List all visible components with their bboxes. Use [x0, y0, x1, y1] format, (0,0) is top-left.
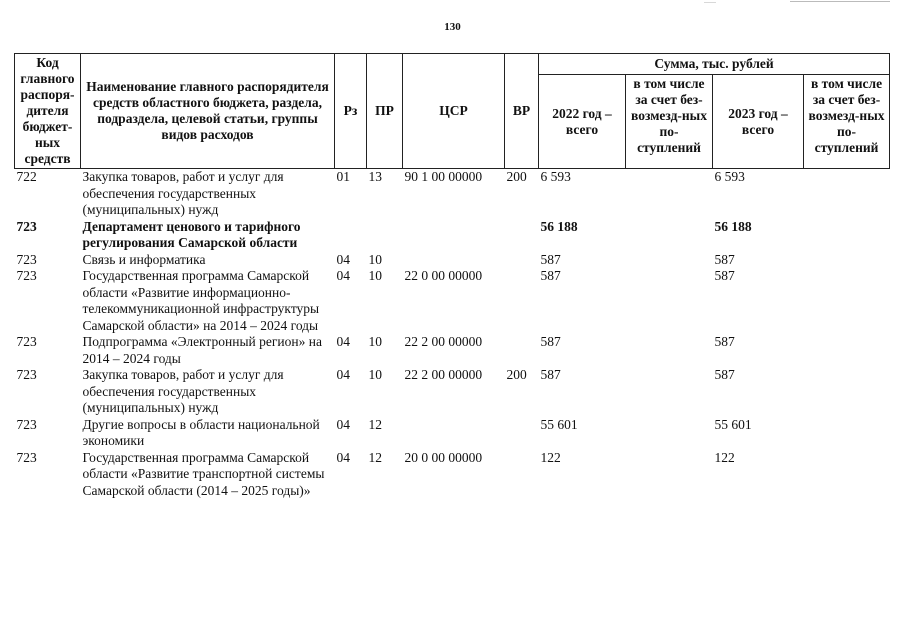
- header-pr: ПР: [367, 54, 403, 169]
- cell-2022-total: 56 188: [540, 218, 578, 234]
- table-row: [15, 367, 890, 417]
- cell-2022-gratuitous: [626, 219, 713, 252]
- cell-name: Государственная программа Самарской области «Развитие информационно-телекоммуникационной инфраструктуры Самарской области» на 2014 – 2024 годы: [82, 268, 320, 333]
- cell-2023-gratuitous: [804, 252, 890, 269]
- table-row: [15, 417, 890, 450]
- cell-2023-total: 55 601: [714, 416, 752, 432]
- page-number: 130: [444, 21, 461, 33]
- cell-code: 723: [16, 449, 37, 465]
- table-row: [15, 219, 890, 252]
- cell-name: Департамент ценового и тарифного регулирования Самарской области: [82, 218, 301, 250]
- cell-csr: 22 2 00 00000: [404, 334, 483, 349]
- cell-rz: 04: [336, 268, 350, 283]
- cell-2022-gratuitous: [626, 450, 713, 500]
- cell-vr: 200: [506, 367, 527, 382]
- cell-csr: [403, 252, 505, 269]
- header-code: Код главного распоря-дителя бюджет-ных средств: [15, 54, 81, 169]
- cell-2023-total: 56 188: [714, 218, 752, 234]
- cell-vr: 200: [506, 169, 527, 184]
- cell-vr: [505, 334, 539, 367]
- cell-rz: 04: [336, 416, 350, 432]
- table-row: [15, 252, 890, 269]
- cell-rz: [335, 219, 367, 252]
- corner-text: ......: [704, 0, 716, 5]
- cell-2022-total: 587: [540, 334, 561, 349]
- cell-2022-gratuitous: [626, 268, 713, 334]
- table-row: [15, 450, 890, 500]
- cell-code: 722: [16, 169, 37, 184]
- table-row: [15, 169, 890, 219]
- cell-2022-total: 55 601: [540, 416, 578, 432]
- cell-code: 723: [16, 251, 37, 267]
- cell-name: Подпрограмма «Электронный регион» на 2014 – 2024 годы: [82, 334, 322, 366]
- cell-vr: [505, 268, 539, 334]
- cell-2023-total: 6 593: [714, 169, 745, 184]
- cell-2023-gratuitous: [804, 417, 890, 450]
- cell-2023-gratuitous: [804, 268, 890, 334]
- cell-pr: [367, 219, 403, 252]
- cell-pr: 10: [368, 268, 382, 283]
- cell-vr: [505, 417, 539, 450]
- header-row-1: [15, 54, 890, 75]
- cell-2023-gratuitous: [804, 334, 890, 367]
- cell-2023-total: 587: [714, 268, 735, 283]
- cell-2022-gratuitous: [626, 169, 713, 219]
- cell-pr: 13: [368, 169, 382, 184]
- table-row: [15, 334, 890, 367]
- cell-rz: 04: [336, 449, 350, 465]
- cell-pr: 10: [368, 334, 382, 349]
- cell-vr: [505, 219, 539, 252]
- cell-name: Государственная программа Самарской области «Развитие транспортной системы Самарской области (2014 – 2025 годы)»: [82, 449, 325, 498]
- cell-2022-total: 122: [540, 449, 561, 465]
- header-2022-gratuitous: в том числе за счет без-возмезд-ных по-ступлений: [626, 75, 713, 169]
- cell-code: 723: [16, 416, 37, 432]
- header-name: Наименование главного распорядителя средств областного бюджета, раздела, подраздела, целевой статьи, группы видов расходов: [81, 54, 335, 169]
- cell-code: 723: [16, 218, 37, 234]
- cell-pr: 12: [368, 449, 382, 465]
- cell-2023-gratuitous: [804, 367, 890, 417]
- header-2023-gratuitous: в том числе за счет без-возмезд-ных по-ступлений: [804, 75, 890, 169]
- cell-rz: 04: [336, 367, 350, 382]
- corner-line: [790, 1, 890, 2]
- cell-2022-gratuitous: [626, 417, 713, 450]
- cell-2023-gratuitous: [804, 219, 890, 252]
- cell-csr: 20 0 00 00000: [404, 449, 483, 465]
- cell-pr: 12: [368, 416, 382, 432]
- cell-2023-gratuitous: [804, 169, 890, 219]
- cell-code: 723: [16, 268, 37, 283]
- cell-2023-gratuitous: [804, 450, 890, 500]
- cell-rz: 04: [336, 334, 350, 349]
- cell-csr: 22 0 00 00000: [404, 268, 483, 283]
- cell-2022-total: 587: [540, 268, 561, 283]
- header-sum-group: Сумма, тыс. рублей: [539, 54, 890, 75]
- cell-rz: 01: [336, 169, 350, 184]
- cell-vr: [505, 252, 539, 269]
- header-rz: Рз: [335, 54, 367, 169]
- cell-2022-total: 587: [540, 251, 561, 267]
- cell-2022-gratuitous: [626, 334, 713, 367]
- cell-code: 723: [16, 334, 37, 349]
- header-csr: ЦСР: [403, 54, 505, 169]
- cell-2022-gratuitous: [626, 252, 713, 269]
- cell-2022-total: 6 593: [540, 169, 571, 184]
- header-2023-total: 2023 год – всего: [713, 75, 804, 169]
- cell-csr: 22 2 00 00000: [404, 367, 483, 382]
- cell-2023-total: 587: [714, 251, 735, 267]
- cell-code: 723: [16, 367, 37, 382]
- cell-csr: [403, 417, 505, 450]
- cell-name: Другие вопросы в области национальной экономики: [82, 416, 320, 448]
- cell-pr: 10: [368, 251, 382, 267]
- cell-rz: 04: [336, 251, 350, 267]
- cell-2022-total: 587: [540, 367, 561, 382]
- header-2022-total: 2022 год – всего: [539, 75, 626, 169]
- cell-2023-total: 587: [714, 367, 735, 382]
- cell-2023-total: 122: [714, 449, 735, 465]
- cell-name: Связь и информатика: [82, 251, 206, 267]
- cell-pr: 10: [368, 367, 382, 382]
- cell-name: Закупка товаров, работ и услуг для обеспечения государственных (муниципальных) нужд: [82, 169, 284, 217]
- cell-name: Закупка товаров, работ и услуг для обеспечения государственных (муниципальных) нужд: [82, 367, 284, 415]
- cell-csr: 90 1 00 00000: [404, 169, 483, 184]
- budget-table: [14, 53, 890, 499]
- cell-vr: [505, 450, 539, 500]
- header-vr: ВР: [505, 54, 539, 169]
- table-row: [15, 268, 890, 334]
- cell-csr: [403, 219, 505, 252]
- cell-2022-gratuitous: [626, 367, 713, 417]
- cell-2023-total: 587: [714, 334, 735, 349]
